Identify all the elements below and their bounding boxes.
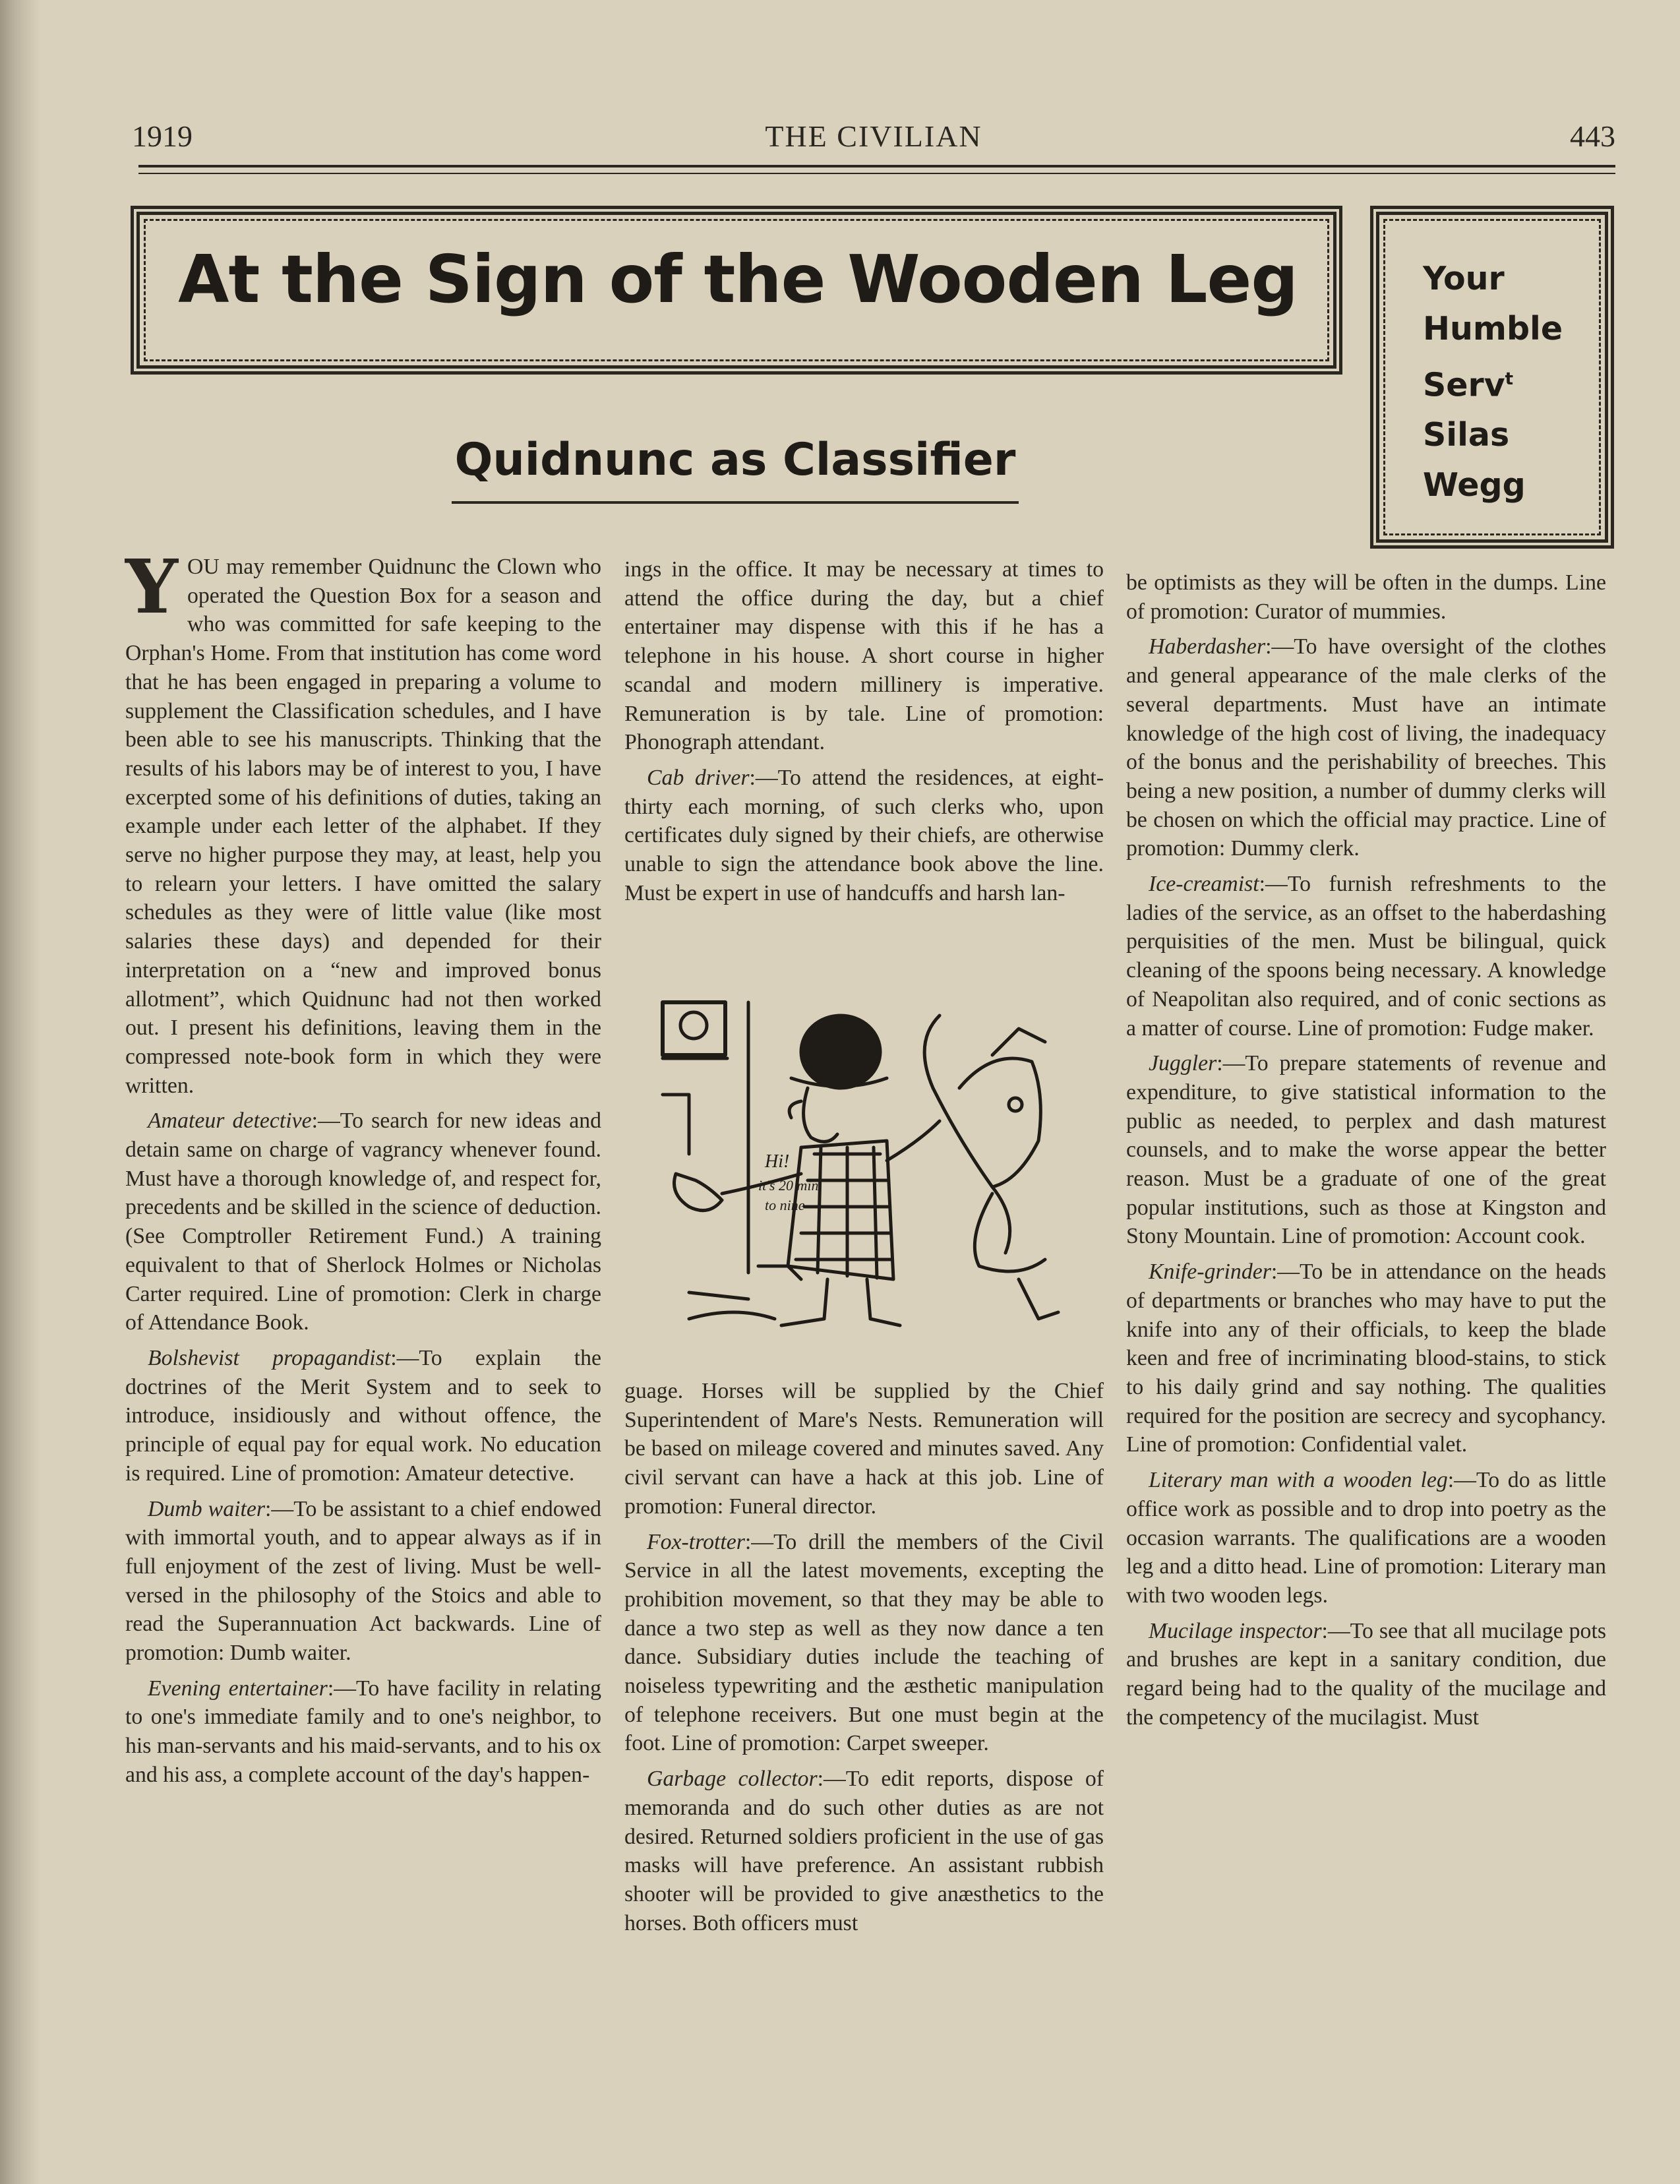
header-rule-thick [138,165,1615,167]
entry-term: Literary man with a wooden leg [1149,1468,1448,1493]
entry-paragraph: Dumb waiter:—To be assistant to a chief endowed with immortal youth, and to appear always as if in full enjoyment of the zest of living. Must be well-versed in the philosophy of the Stoics and able to read the Superannuation Act backwards. Line of promotion: Dumb waiter. [125,1496,602,1666]
entry-paragraph: Haberdasher:—To have oversight of the clothes and general appearance of the male clerks of the several departments. Must have an intimate knowledge of the high cost of living, the inadequacy of the bonus and the perishability of breeches. This being a new position, a number of dummy clerks will be chosen on which the official may practice. Line of promotion: Dummy clerk. [1126,634,1606,861]
entry-term: Ice-creamist [1149,872,1259,897]
sidebox-line: Humble [1423,310,1563,348]
entry-paragraph: Bolshevist propagandist:—To explain the doctrines of the Merit System and to seek to introduce, insidiously and without offence, the principle of equal pay for equal work. No education is required. Line of promotion: Amateur detective. [125,1345,601,1486]
entry-paragraph: Fox-trotter:—To drill the members of the Civil Service in all the latest movements, excepting the prohibition movement, so that they may be able to dance a two step as well as they now dance a ten dance. Subsidiary duties include the teaching of noiseless typewriting and the æsthetic manipulation of telephone receivers. But one must begin at the foot. Line of promotion: Carpet sweeper. [624,1529,1104,1756]
header-rule-thin [138,173,1615,174]
sidebox-signature [1423,254,1594,510]
drop-cap: Y [125,544,178,630]
article-title-underline [452,501,1019,504]
article-title: Quidnunc as Classifier [454,434,1016,486]
sidebox-line: Wegg [1423,466,1526,504]
header-page-number: 443 [1570,119,1615,153]
sidebox-line: Silas [1423,416,1510,454]
entry-paragraph: Juggler:—To prepare statements of revenue and expenditure, to give statistical information to the public as needed, to perplex and dash maturest counsels, and to make the worse appear the better reason. Must be a graduate of one of the great popular institutions, such as those at Kingston and Stony Mountain. Line of promotion: Account cook. [1126,1051,1606,1249]
column-2-top [624,555,1104,914]
header-journal: THE CIVILIAN [765,119,982,153]
entry-term: Mucilage inspector [1149,1618,1322,1643]
entry-paragraph: Mucilage inspector:—To see that all mucilage pots and brushes are kept in a sanitary condition, due regard being had to the quality of the mucilage and the competency of the mucilagist. Must [1126,1618,1606,1730]
continued-paragraph: ings in the office. It may be necessary at times to attend the office during the day, but a chief entertainer may dispense with this if he has a telephone in his house. A short course in higher scandal and modern millinery is imperative. Remuneration is by tale. Line of promotion: Phonograph attendant. [624,557,1104,755]
entry-term: Cab driver [647,765,750,790]
cartoon-speech-2: it's 20 min [758,1177,819,1194]
entry-paragraph: Literary man with a wooden leg:—To do as little office work as possible and to drop into poetry as the occasion warrants. The qualifications are a wooden leg and a ditto head. Line of promotion: Literary man with two wooden legs. [1126,1468,1606,1608]
banner-title: At the Sign of the Wooden Leg [178,241,1298,318]
entry-term: Bolshevist propagandist [148,1345,391,1370]
intro-paragraph: YOU may remember Quidnunc the Clown who operated the Question Box for a season and who was committed for safe keeping to the Orphan's Home. From that institution has come word that he has been engaged in preparing a volume to supplement the Classification schedules, and I have been able to see his manuscripts. Thinking that the results of his labors may be of interest to you, I have excerpted some of his definitions of duties, taking an example under each letter of the alphabet. If they serve no higher purpose they may, at least, help you to relearn your letters. I have omitted the salary schedules as they were of little value (like most salaries these days) and depended for their interpretation on a “new and improved bonus allotment”, which Quidnunc had not then worked out. I present his definitions, leaving them in the compressed note-book form in which they were written. [125,544,601,1098]
entry-term: Dumb waiter [148,1496,266,1521]
column-2-bottom [624,1377,1104,1944]
entry-term: Fox-trotter [647,1529,745,1554]
entry-term: Juggler [1149,1051,1217,1076]
entry-paragraph: Garbage collector:—To edit reports, dispose of memoranda and do such other duties as are not desired. Returned soldiers proficient in the use of gas masks will have preference. An assistant rubbish shooter will be provided to give anæsthetics to the horses. Both officers must [624,1767,1104,1935]
cartoon-illustration [649,989,1078,1339]
continued-paragraph: be optimists as they will be often in the dumps. Line of promotion: Curator of mummies. [1126,570,1606,624]
sidebox-line: Serv$^t$ [1423,366,1514,404]
entry-paragraph: Knife-grinder:—To be in attendance on the heads of departments or branches who may have to put the knife into any of their officials, to keep the blade keen and free of incriminating blood-stains, to stick to his daily grind and say nothing. The qualities required for the position are secrecy and sycophancy. Line of promotion: Confidential valet. [1126,1259,1606,1457]
entry-paragraph: Ice-creamist:—To furnish refreshments to the ladies of the service, as an offset to the haberdashing perquisities of the men. Must be bilingual, quick cleaning of the spoons being necessary. A knowledge of Neapolitan also required, and of conic sections as a matter of course. Line of promotion: Fudge maker. [1126,872,1606,1041]
running-header [132,119,1615,158]
entry-paragraph: Evening entertainer:—To have facility in relating to one's immediate family and to one's neighbor, to his man-servants and his maid-servants, and to his ox and his ass, a complete account of the day's happen- [125,1676,601,1787]
entry-paragraph: Cab driver:—To attend the residences, at eight-thirty each morning, of such clerks who, upon certificates duly signed by their chiefs, are otherwise unable to sign the attendance book above the line. Must be expert in use of handcuffs and harsh lan- [624,765,1104,905]
cartoon-speech-1: Hi! [765,1151,790,1172]
column-3 [1126,568,1606,1738]
entry-term: Evening entertainer [148,1676,328,1701]
entry-term: Knife-grinder [1149,1259,1271,1285]
continued-paragraph: guage. Horses will be supplied by the Chief Superintendent of Mare's Nests. Remuneration will be based on mileage covered and minutes saved. Any civil servant can have a hack at this job. Line of promotion: Funeral director. [624,1379,1104,1519]
entry-term: Garbage collector [647,1767,818,1792]
column-1 [125,544,602,1796]
cartoon-speech-3: to nine [765,1197,805,1213]
entry-paragraph: Amateur detective:—To search for new ideas and detain same on charge of vagrancy whenever found. Must have a thorough knowledge of, and respect for, precedents and be skilled in the science of deduction. (See Comptroller Retirement Fund.) A training equivalent to that of Sherlock Holmes or Nicholas Carter required. Line of promotion: Clerk in charge of Attendance Book. [125,1108,601,1335]
header-year: 1919 [132,119,193,153]
page-spine-shadow [0,0,40,2184]
entry-term: Amateur detective [148,1108,312,1134]
sidebox-line: Your [1423,260,1505,297]
entry-term: Haberdasher [1149,634,1266,659]
